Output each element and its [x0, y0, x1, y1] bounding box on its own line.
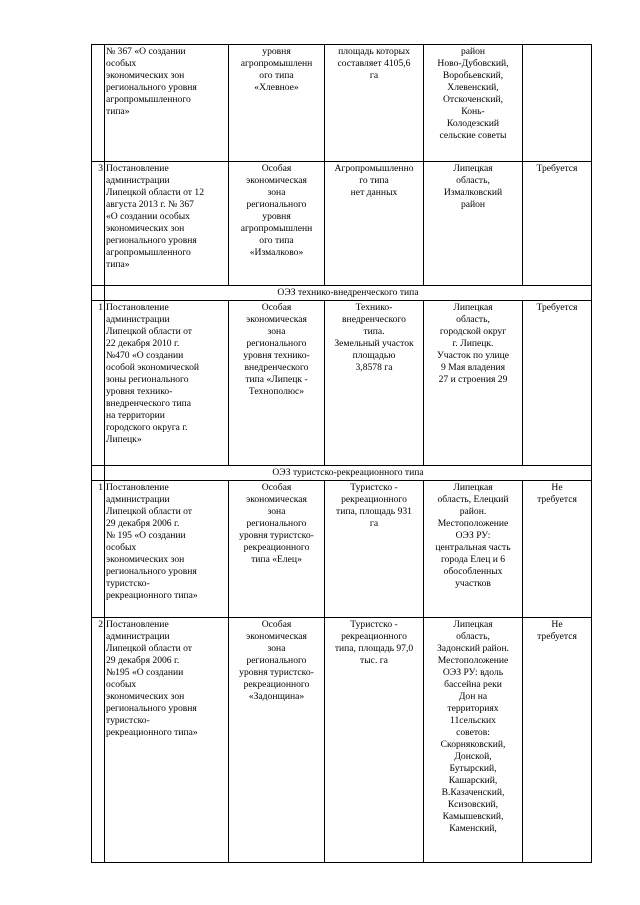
cell-text-line: составляет 4105,6: [337, 58, 411, 69]
cell-text-line: зона: [267, 506, 286, 517]
cell-text-line: Задонский район.: [437, 643, 509, 654]
cell-text-line: Липецкой области от: [106, 326, 193, 337]
cell-text-line: ого типа: [259, 235, 294, 246]
requirement-cell: [523, 481, 592, 618]
cell-text-line: регионального: [246, 518, 307, 529]
cell-text-line: регионального: [246, 338, 307, 349]
cell-text-line: экономических зон: [106, 223, 185, 234]
cell-text-line: Требуется: [536, 163, 578, 174]
row-number: 1: [92, 481, 105, 618]
cell-text-line: Технополюс»: [248, 386, 305, 397]
cell-text-line: требуется: [537, 631, 577, 642]
cell-text-line: администрации: [106, 314, 170, 325]
cell-text-line: туристско-: [106, 715, 150, 726]
cell-text-line: 29 декабря 2006 г.: [106, 518, 180, 529]
cell-text-line: типа, площадь 97,0: [334, 643, 414, 654]
cell-text-line: особой экономической: [106, 362, 200, 373]
cell-text-line: городской округ: [439, 326, 507, 337]
cell-text-line: Постановление: [106, 482, 169, 493]
zone-type-cell: [229, 301, 325, 466]
cell-text-line: ОЭЗ РУ:: [455, 530, 491, 541]
cell-text-line: советов:: [456, 727, 490, 738]
cell-text-line: Липецкой области от: [106, 643, 193, 654]
cell-text-line: Туристско -: [350, 619, 398, 630]
cell-text-line: Конь-: [461, 106, 485, 117]
cell-text-line: Липецкая: [453, 302, 493, 313]
cell-text-line: внедренческого: [342, 314, 406, 325]
cell-text-line: особых: [106, 679, 137, 690]
cell-text-line: Бутырский,: [449, 763, 497, 774]
cell-text-line: уровня: [262, 46, 291, 57]
cell-text-line: Особая: [261, 163, 292, 174]
cell-text-line: Не: [551, 619, 563, 630]
cell-text-line: внедренческого: [244, 362, 309, 373]
cell-text-line: уровня: [262, 211, 291, 222]
cell-text-line: Местоположение: [437, 518, 509, 529]
cell-text-line: область,: [456, 175, 490, 186]
cell-text-line: требуется: [537, 494, 577, 505]
area-cell: [325, 45, 424, 162]
cell-text-line: администрации: [106, 631, 170, 642]
cell-text-line: регионального: [246, 655, 307, 666]
cell-text-line: регионального уровня: [106, 566, 197, 577]
cell-text-line: Липецкой области от: [106, 506, 193, 517]
cell-text-line: область,: [456, 314, 490, 325]
cell-text-line: экономическая: [246, 494, 307, 505]
cell-text-line: 9 Мая владения: [440, 362, 506, 373]
document-cell: [105, 45, 229, 162]
document-cell: [105, 481, 229, 618]
cell-text-line: уровня технико-: [106, 386, 173, 397]
cell-text-line: Ново-Дубовский,: [437, 58, 509, 69]
requirement-cell: [523, 45, 592, 162]
cell-text-line: сельские советы: [439, 130, 507, 141]
cell-text-line: площадью: [352, 350, 396, 361]
cell-text-line: № 367 «О создании: [106, 46, 186, 57]
cell-text-line: администрации: [106, 494, 170, 505]
cell-text-line: Особая: [261, 302, 292, 313]
cell-text-line: Туристско -: [350, 482, 398, 493]
cell-text-line: на территории: [106, 410, 165, 421]
cell-text-line: 3,8578 га: [355, 362, 393, 373]
table-row: [92, 481, 592, 618]
cell-text-line: экономических зон: [106, 691, 185, 702]
cell-text-line: «Задонщина»: [248, 691, 305, 702]
area-cell: [325, 481, 424, 618]
section-number-cell: [92, 466, 105, 481]
cell-text-line: зона: [267, 326, 286, 337]
cell-text-line: г. Липецк.: [452, 338, 494, 349]
cell-text-line: Липецкая: [453, 482, 493, 493]
cell-text-line: ого типа: [259, 70, 294, 81]
cell-text-line: Хлевенский,: [447, 82, 499, 93]
cell-text-line: га: [369, 518, 379, 529]
cell-text-line: Каменский,: [449, 823, 497, 834]
cell-text-line: 27 и строения 29: [438, 374, 508, 385]
cell-text-line: Дон на: [458, 691, 488, 702]
table-row: [92, 618, 592, 863]
table-row: [92, 45, 592, 162]
cell-text-line: Технико-: [355, 302, 393, 313]
cell-text-line: центральная часть: [435, 542, 511, 553]
row-number: 2: [92, 618, 105, 863]
cell-text-line: площадь которых: [338, 46, 410, 57]
document-cell: [105, 301, 229, 466]
area-cell: [325, 301, 424, 466]
cell-text-line: Колодезский: [446, 118, 500, 129]
cell-text-line: регионального уровня: [106, 703, 197, 714]
cell-text-line: рекреационного: [341, 494, 407, 505]
cell-text-line: Липецкая: [453, 163, 493, 174]
cell-text-line: Липецкой области от 12: [106, 187, 204, 198]
cell-text-line: №470 «О создании: [106, 350, 184, 361]
zone-type-cell: [229, 618, 325, 863]
cell-text-line: уровня туристско-: [239, 530, 314, 541]
cell-text-line: городского округа г.: [106, 422, 188, 433]
cell-text-line: территориях: [447, 703, 499, 714]
cell-text-line: агропромышленного: [106, 247, 191, 258]
cell-text-line: «Измалково»: [249, 247, 304, 258]
cell-text-line: Постановление: [106, 619, 169, 630]
cell-text-line: типа «Елец»: [251, 554, 302, 565]
zone-type-cell: [229, 162, 325, 286]
cell-text-line: типа, площадь 931: [336, 506, 412, 517]
cell-text-line: ОЭЗ РУ: вдоль: [442, 667, 504, 678]
cell-text-line: особых: [106, 542, 137, 553]
cell-text-line: го типа: [359, 175, 389, 186]
cell-text-line: зона: [267, 643, 286, 654]
cell-text-line: Особая: [261, 619, 292, 630]
cell-text-line: Местоположение: [437, 655, 509, 666]
location-cell: [424, 481, 523, 618]
cell-text-line: агропромышленного: [106, 94, 191, 105]
cell-text-line: обособленных: [443, 566, 503, 577]
requirement-cell: [523, 162, 592, 286]
sez-table: [91, 44, 592, 863]
cell-text-line: область,: [456, 631, 490, 642]
cell-text-line: Земельный участок: [334, 338, 414, 349]
cell-text-line: район: [460, 199, 486, 210]
cell-text-line: рекреационного: [341, 631, 407, 642]
table-row: [92, 301, 592, 466]
cell-text-line: Донской,: [454, 751, 492, 762]
cell-text-line: рекреационного типа»: [106, 727, 198, 738]
cell-text-line: августа 2013 г. № 367: [106, 199, 194, 210]
cell-text-line: 22 декабря 2010 г.: [106, 338, 180, 349]
document-cell: [105, 618, 229, 863]
cell-text-line: типа.: [363, 326, 385, 337]
cell-text-line: регионального уровня: [106, 82, 197, 93]
requirement-cell: [523, 618, 592, 863]
cell-text-line: га: [369, 70, 379, 81]
cell-text-line: № 195 «О создании: [106, 530, 186, 541]
cell-text-line: В.Казаченский,: [441, 787, 505, 798]
zone-type-cell: [229, 45, 325, 162]
cell-text-line: Не: [551, 482, 563, 493]
location-cell: [424, 301, 523, 466]
location-cell: [424, 618, 523, 863]
cell-text-line: Измалковский: [443, 187, 503, 198]
cell-text-line: экономическая: [246, 175, 307, 186]
cell-text-line: Отскоченский,: [442, 94, 504, 105]
cell-text-line: район.: [459, 506, 487, 517]
cell-text-line: экономических зон: [106, 554, 185, 565]
section-heading-tour: ОЭЗ туристско-рекреационного типа: [105, 466, 592, 481]
cell-text-line: внедренческого типа: [106, 398, 192, 409]
cell-text-line: тыс. га: [360, 655, 388, 666]
cell-text-line: Постановление: [106, 163, 169, 174]
cell-text-line: агропромышленн: [240, 58, 313, 69]
cell-text-line: участков: [455, 578, 491, 589]
location-cell: [424, 162, 523, 286]
cell-text-line: рекреационного: [243, 679, 310, 690]
cell-text-line: Скорняковский,: [440, 739, 506, 750]
cell-text-line: Липецкая: [453, 619, 493, 630]
cell-text-line: регионального: [246, 199, 307, 210]
row-number: [92, 45, 105, 162]
cell-text-line: Требуется: [536, 302, 578, 313]
cell-text-line: регионального уровня: [106, 235, 197, 246]
section-number-cell: [92, 286, 105, 301]
cell-text-line: экономическая: [246, 631, 307, 642]
cell-text-line: Кашарский,: [448, 775, 498, 786]
cell-text-line: администрации: [106, 175, 170, 186]
cell-text-line: типа»: [106, 259, 130, 270]
cell-text-line: Особая: [261, 482, 292, 493]
row-number: 3: [92, 162, 105, 286]
cell-text-line: 29 декабря 2006 г.: [106, 655, 180, 666]
cell-text-line: туристско-: [106, 578, 150, 589]
cell-text-line: Липецк»: [106, 434, 142, 445]
cell-text-line: зона: [267, 187, 286, 198]
cell-text-line: Постановление: [106, 302, 169, 313]
cell-text-line: Агропромышленно: [334, 163, 414, 174]
cell-text-line: Камышевский,: [442, 811, 504, 822]
cell-text-line: Воробьевский,: [442, 70, 504, 81]
section-heading-tech: ОЭЗ технико-внедренческого типа: [105, 286, 592, 301]
cell-text-line: Участок по улице: [436, 350, 510, 361]
sez-table-body: [92, 45, 592, 863]
section-row: [92, 286, 592, 301]
requirement-cell: [523, 301, 592, 466]
cell-text-line: нет данных: [350, 187, 398, 198]
cell-text-line: Ксизовский,: [447, 799, 499, 810]
cell-text-line: рекреационного типа»: [106, 590, 198, 601]
cell-text-line: зоны регионального: [106, 374, 189, 385]
cell-text-line: типа «Липецк -: [245, 374, 308, 385]
cell-text-line: «О создании особых: [106, 211, 190, 222]
cell-text-line: бассейна реки: [444, 679, 502, 690]
document-cell: [105, 162, 229, 286]
cell-text-line: №195 «О создании: [106, 667, 184, 678]
location-cell: [424, 45, 523, 162]
zone-type-cell: [229, 481, 325, 618]
cell-text-line: область, Елецкий: [437, 494, 509, 505]
cell-text-line: рекреационного: [243, 542, 310, 553]
cell-text-line: экономических зон: [106, 70, 185, 81]
table-row: [92, 162, 592, 286]
section-row: [92, 466, 592, 481]
cell-text-line: особых: [106, 58, 137, 69]
cell-text-line: «Хлевное»: [254, 82, 299, 93]
row-number: 1: [92, 301, 105, 466]
cell-text-line: 11сельских: [450, 715, 496, 726]
cell-text-line: район: [460, 46, 486, 57]
area-cell: [325, 162, 424, 286]
cell-text-line: агропромышленн: [240, 223, 313, 234]
cell-text-line: уровня туристско-: [239, 667, 314, 678]
area-cell: [325, 618, 424, 863]
cell-text-line: города Елец и 6: [440, 554, 506, 565]
cell-text-line: экономическая: [246, 314, 307, 325]
cell-text-line: уровня технико-: [243, 350, 310, 361]
cell-text-line: типа»: [106, 106, 130, 117]
